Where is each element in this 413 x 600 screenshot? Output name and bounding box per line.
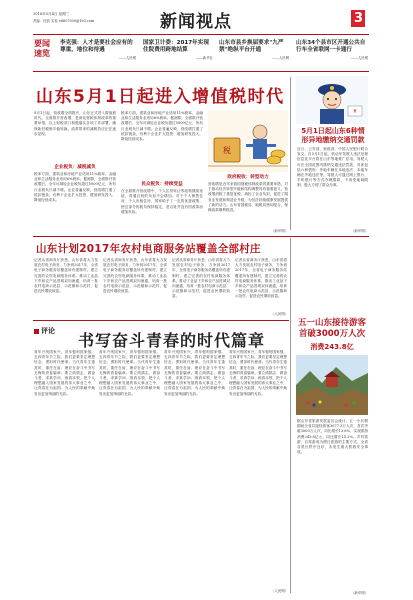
story3-source: （新华网）	[351, 591, 368, 595]
editor-line: 责编：杜凯 实检 e8607000@163.com	[33, 19, 95, 23]
commentary-headline: 书写奋斗青春的时代篇章	[78, 331, 266, 350]
quick-read-label: 要闻速览	[34, 39, 50, 58]
lead-subhead-1: 企业税负：减税减负	[54, 165, 96, 170]
commentary-body-col2: 青年兴则国家兴，青年强则国家强。五四青年节之际，我们更要坚定理想信念，勇担时代使命。当代青年生逢其时，重任在肩，理应在奋斗中书写无悔的青春篇章。要立鸿鹄志、做奋斗者、求真学问、练真本领，把个人理想融入国家发展的伟大事业之中，让青春在为祖国、为人民的奉献中焕发出更加绚丽的光彩。	[99, 350, 160, 396]
section-title: 新闻视点	[160, 12, 232, 32]
tax-illustration	[208, 110, 288, 172]
commentary-source: （人民网）	[271, 589, 288, 593]
page-number: 3	[354, 11, 364, 26]
story2-headline: 山东计划2017年农村电商服务站覆盖全部村庄	[36, 243, 261, 255]
lead-body-2: 在全面推开营改增中，个人住房转让等政策继续延续，普通百姓的负担不会增加。对于个人销售住房、个人出租住房，国家给予了一定的优惠政策，使这部分的税负保持稳定，老百姓并没有因改革而增加负担。	[121, 189, 203, 214]
story2-body-col3: 记者从省商务厅获悉，山东省将大力发展农村电子商务，力争到2017年，全省电子商务服务站覆盖所有建制村，建立完善的农村电商服务体系。推动工业品下乡和农产品进城双向流通，培育一批农村电商示范县、示范镇和示范村，促进农民增收致富。	[172, 258, 230, 299]
lead-subhead-3: 政府税收：转型动力	[227, 175, 269, 180]
story3-sub-line: 消费243.8亿	[310, 343, 354, 351]
lead-intro: 5月1日起，营改增全面推开，山东正式进入增值税时代。全面推开营改增，是深化财税体制改革的重要举措，以上财税部门积极落实各项工作部署，确保新旧税制平稳转换，改革带来的减税效应正在逐步显现。	[34, 111, 116, 136]
side-body: 近日，公安部、财政部、中国人民银行联合发文，自5月1日起，机动车驾驶人违法处理信息化平台将在山东等地推广应用。驾驶人可在全国范围内缴纳交通违法罚款，具体包括六种情形：外地车辆在本地违法、本地车辆在外地违法等，驾驶人可通过网上银行、手机银行等方式办理缴款，不再受地域限制，极大方便了群众办事。	[297, 147, 368, 188]
side-source: （新华网）	[351, 229, 368, 233]
story3-body: 据山东省旅游发展委员会统计，五一小长假期间全省共接待游客3077.3万人次，首次突破3000万人次，同比增长13.6%；实现旅游消费243.8亿元，同比增长15.2%。乡村旅游、自驾游成为假日旅游的主要方式，全省各景区秩序良好，未发生重大旅游安全事故。	[297, 419, 368, 455]
story2-body-col2: 记者从省商务厅获悉，山东省将大力发展农村电子商务，力争到2017年，全省电子商务服务站覆盖所有建制村，建立完善的农村电商服务体系。推动工业品下乡和农产品进城双向流通，培育一批农村电商示范县、示范镇和示范村，促进农民增收致富。	[103, 258, 167, 294]
lead-body-1: 税率方面，建筑业和房地产业适用11%税率，金融业和生活服务业适用6%税率。据测算，全面推开营改增后，全年可减轻企业税负超过5000亿元，所有行业税负只减不增。企业普遍反映，营改增打通了抵扣链条，有利于企业扩大投资、增加研发投入，降低经营成本。	[34, 172, 116, 203]
commentary-label: 评论	[34, 326, 55, 336]
story2-body-col1: 记者从省商务厅获悉，山东省将大力发展农村电子商务，力争到2017年，全省电子商务服务站覆盖所有建制村，建立完善的农村电商服务体系。推动工业品下乡和农产品进城双向流通，培育一批农村电商示范县、示范镇和示范村，促进农民增收致富。	[34, 258, 98, 294]
story2-body-col4: 记者从省商务厅获悉，山东省将大力发展农村电子商务，力争到2017年，全省电子商务服务站覆盖所有建制村，建立完善的农村电商服务体系。推动工业品下乡和农产品进城双向流通，培育一批农村电商示范县、示范镇和示范村，促进农民增收致富。	[235, 258, 287, 299]
story3-headline: 五一山东接待游客首破3000万人次	[297, 318, 366, 339]
svg-text:税: 税	[223, 146, 231, 155]
story2-source: （人民网）	[271, 312, 288, 316]
masthead-rule	[33, 34, 369, 35]
lead-body-3: 营改增是近年来我国财税体制改革的重要举措，对于推动经济转型升级和结构调整具有重要意义。营改增消除了重复征税，减轻了企业负担，促进了服务业发展和制造业升级，为经济持续健康发展提供了新的动力。山东省国税局、地税局密切配合，保障改革顺利推进。	[208, 182, 288, 213]
lead-source: （新华网）	[271, 229, 288, 233]
lead-body-1-cont: 税率方面，建筑业和房地产业适用11%税率，金融业和生活服务业适用6%税率。据测算，全面推开营改增后，全年可减轻企业税负超过5000亿元，所有行业税负只减不增。企业普遍反映，营改增打通了抵扣链条，有利于企业扩大投资、增加研发投入，降低经营成本。	[121, 111, 203, 142]
quick-read-item-1: 李克强：人才是要社会应有的尊重，地位和待遇 ——人民网	[60, 40, 136, 60]
lead-bottom-rule	[33, 236, 369, 237]
story2-bottom-rule	[33, 320, 289, 321]
quick-read-item-4: 山东34个县市区开通公共自行车全省联网一卡通行 ——人民网	[296, 40, 368, 60]
side-headline: 5月1日起山东6种情形异地缴纳交通罚款	[301, 127, 365, 144]
date-line: 2016年5月4日 星期三	[33, 12, 70, 16]
tourism-photo	[296, 355, 368, 415]
quick-read-item-2: 国家卫计委：2017年实现住院费用跨地结算 ——新华社	[143, 40, 213, 60]
quick-read-rule	[33, 71, 369, 72]
right-column-divider	[290, 238, 291, 593]
lead-subhead-2: 民众税负：持续受益	[141, 182, 183, 187]
lead-headline: 山东5月1日起进入增值税时代	[36, 87, 285, 107]
commentary-body-col4: 青年兴则国家兴，青年强则国家强。五四青年节之际，我们更要坚定理想信念，勇担时代使命。当代青年生逢其时，重任在肩，理应在奋斗中书写无悔的青春篇章。要立鸿鹄志、做奋斗者、求真学问、练真本领，把个人理想融入国家发展的伟大事业之中，让青春在为祖国、为人民的奉献中焕发出更加绚丽的光彩。	[229, 350, 287, 396]
quick-read-item-3: 山东市县乡换届要求"九严禁"绝纵平台开通 ——人民网	[219, 40, 289, 60]
svg-text:¥: ¥	[353, 109, 357, 115]
commentary-body-col3: 青年兴则国家兴，青年强则国家强。五四青年节之际，我们更要坚定理想信念，勇担时代使命。当代青年生逢其时，重任在肩，理应在奋斗中书写无悔的青春篇章。要立鸿鹄志、做奋斗者、求真学问、练真本领，把个人理想融入国家发展的伟大事业之中，让青春在为祖国、为人民的奉献中焕发出更加绚丽的光彩。	[164, 350, 225, 396]
commentary-marker-icon	[34, 329, 39, 334]
police-illustration	[296, 76, 368, 124]
column-divider	[290, 77, 291, 230]
commentary-body-col1: 青年兴则国家兴，青年强则国家强。五四青年节之际，我们更要坚定理想信念，勇担时代使命。当代青年生逢其时，重任在肩，理应在奋斗中书写无悔的青春篇章。要立鸿鹄志、做奋斗者、求真学问、练真本领，把个人理想融入国家发展的伟大事业之中，让青春在为祖国、为人民的奉献中焕发出更加绚丽的光彩。	[34, 350, 95, 396]
masthead	[0, 0, 413, 34]
